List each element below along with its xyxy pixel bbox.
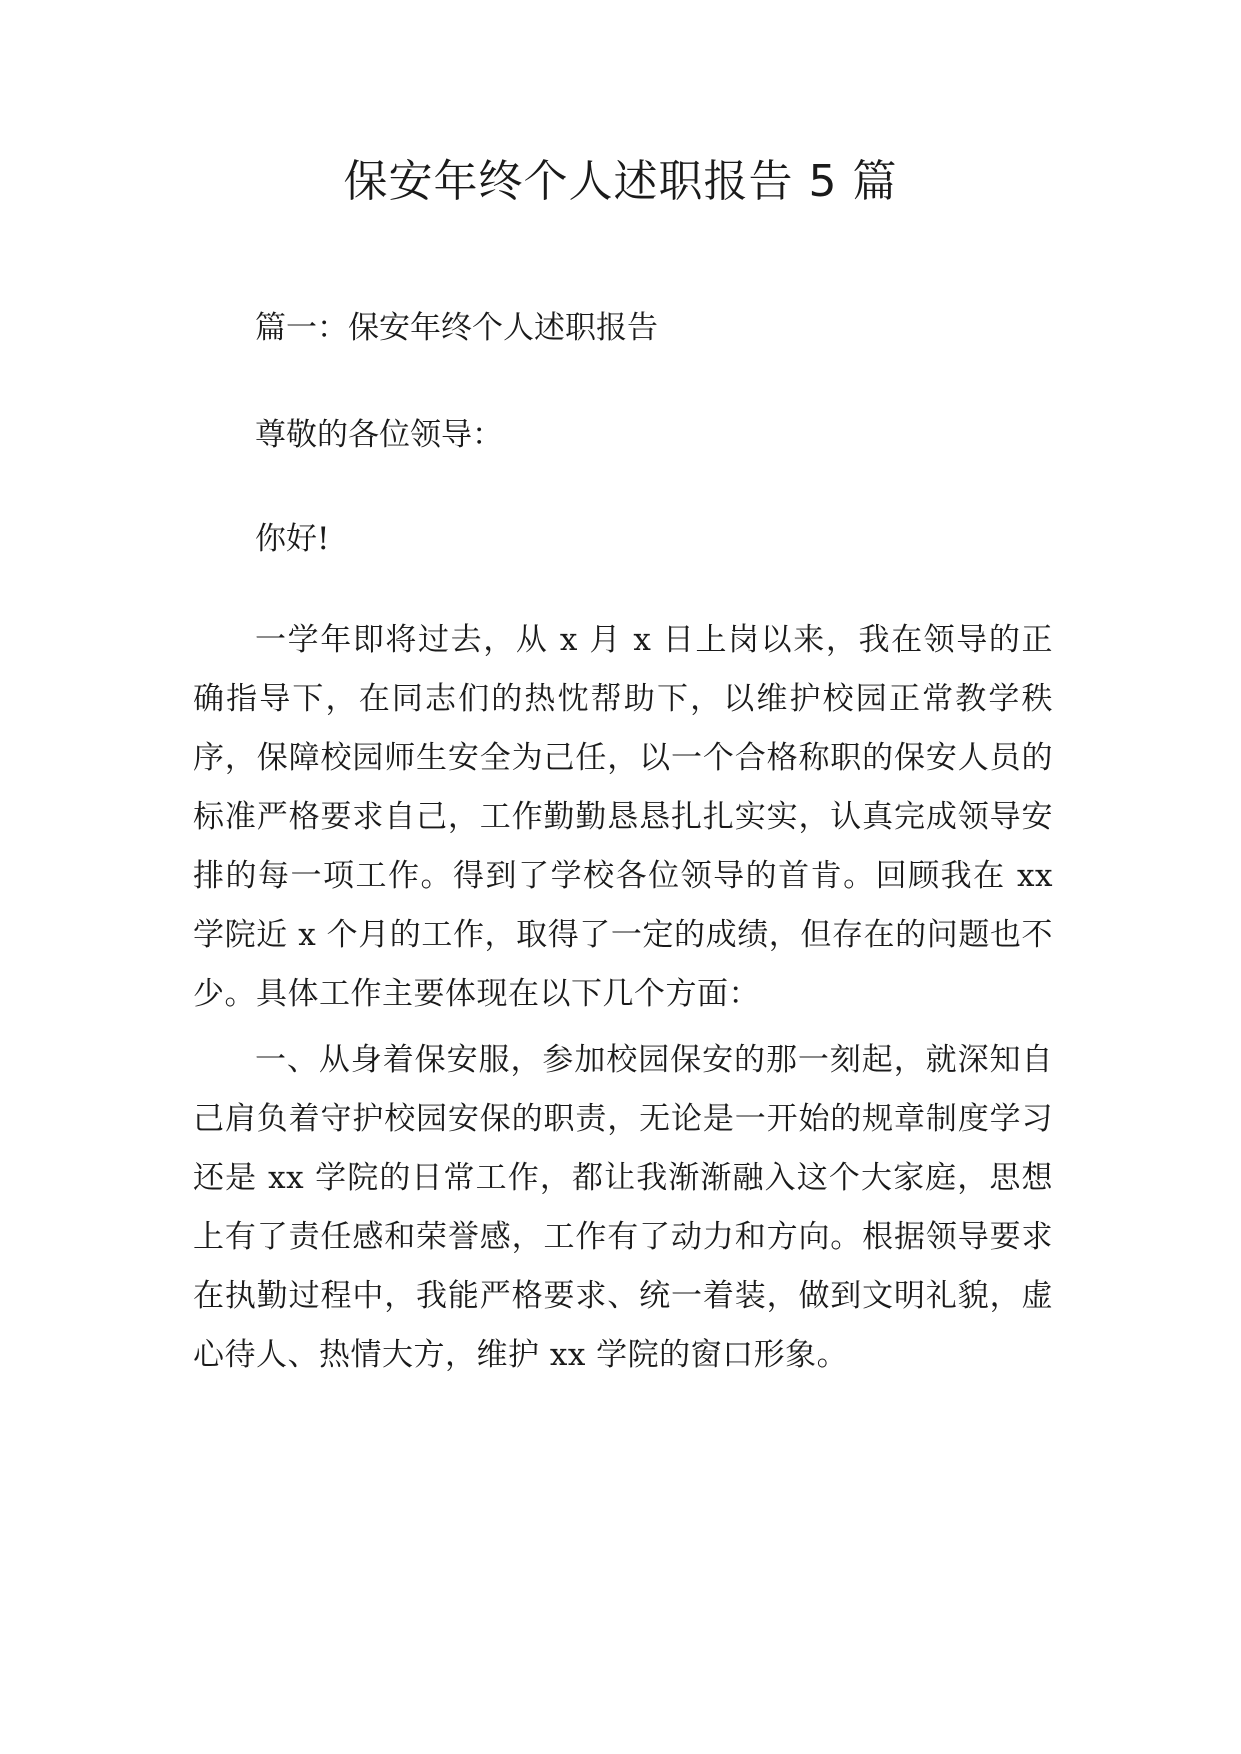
- body-paragraph-2: 一、从身着保安服，参加校园保安的那一刻起，就深知自己肩负着守护校园安保的职责，无论是一开始的规章制度学习还是 xx 学院的日常工作，都让我渐渐融入这个大家庭，思想上有了责任感和荣誉感，工作有了动力和方向。根据领导要求在执勤过程中，我能严格要求、统一着装，做到文明礼貌，虚心待人、热情大方，维护 xx 学院的窗口形象。: [193, 1042, 1053, 1373]
- salutation: 尊敬的各位领导：: [255, 417, 503, 453]
- document-title: 保安年终个人述职报告 5 篇: [343, 156, 898, 207]
- greeting: 你好!: [255, 521, 330, 557]
- body-paragraph-1: 一学年即将过去，从 x 月 x 日上岗以来，我在领导的正确指导下，在同志们的热忱帮助下，以维护校园正常教学秩序，保障校园师生安全为己任，以一个合格称职的保安人员的标准严格要求自己，工作勤勤恳恳扎扎实实，认真完成领导安排的每一项工作。得到了学校各位领导的首肯。回顾我在 xx 学院近 x 个月的工作，取得了一定的成绩，但存在的问题也不少。具体工作主要体现在以下几个方面：: [193, 622, 1053, 1012]
- section-heading: 篇一：保安年终个人述职报告: [255, 310, 658, 346]
